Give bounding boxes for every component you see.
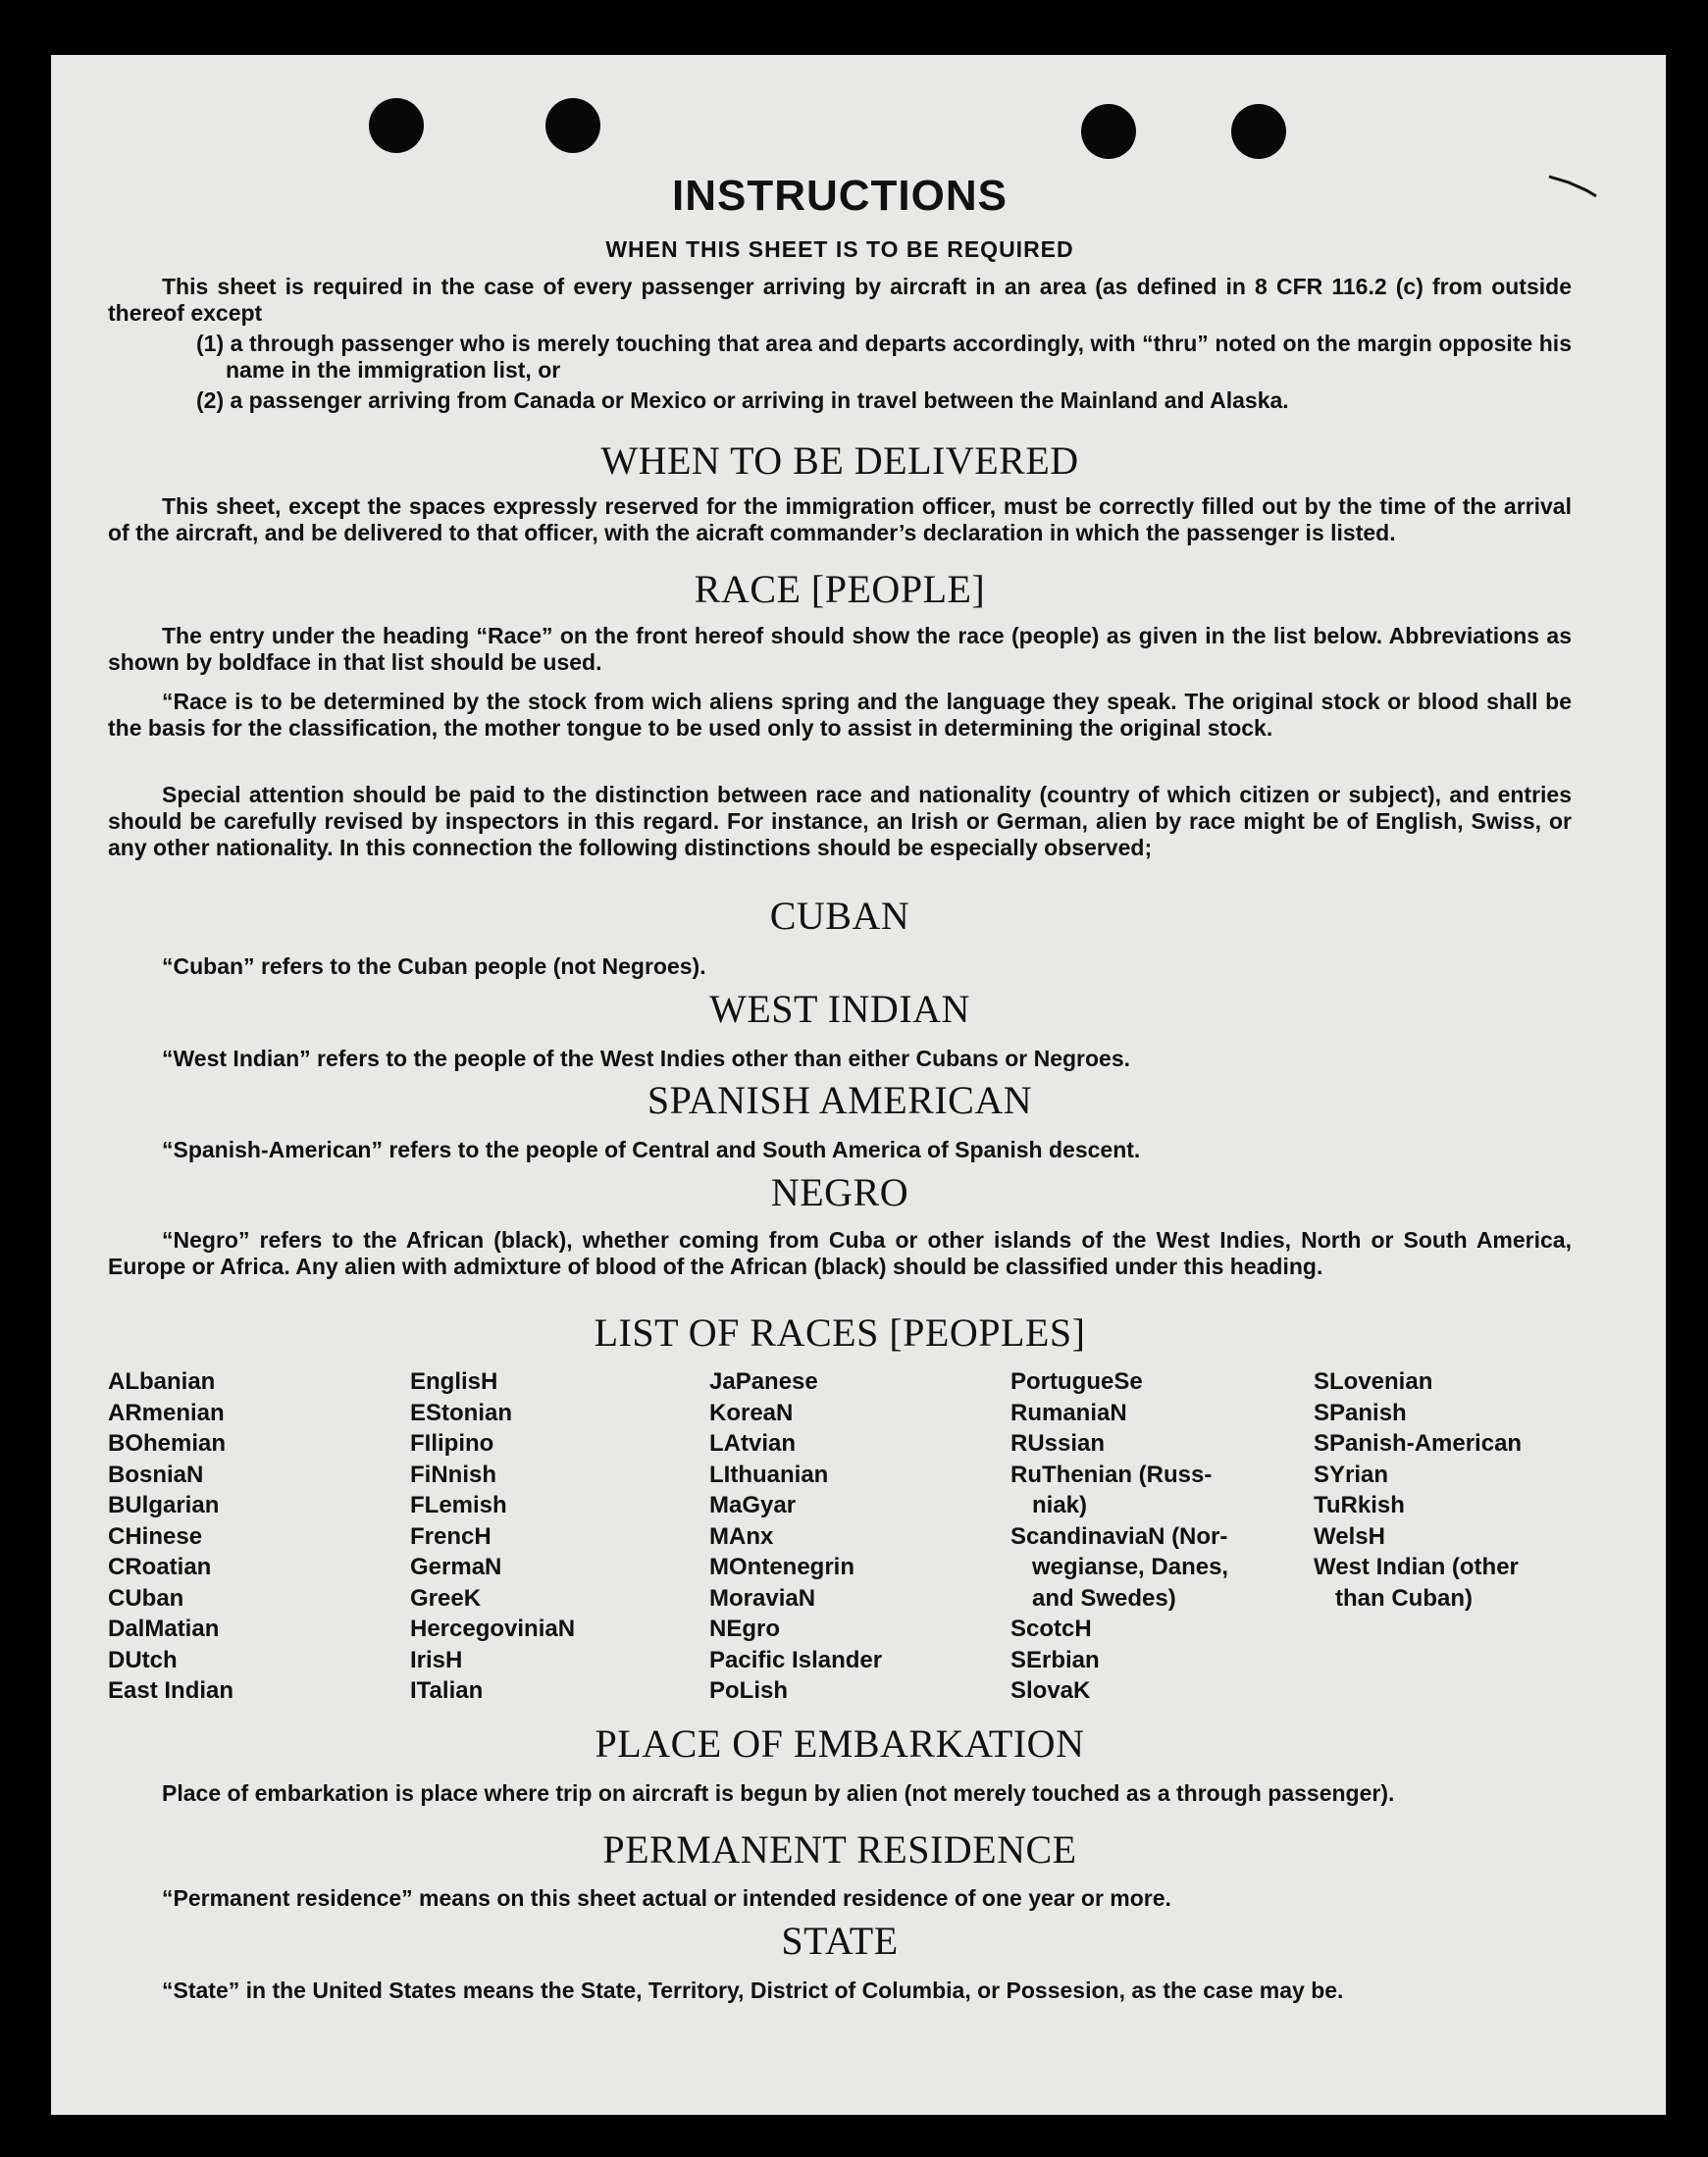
punch-hole	[1081, 104, 1136, 159]
race-entry: DalMatian	[108, 1616, 220, 1642]
race-entry: NEgro	[709, 1616, 780, 1642]
race-entry: JaPanese	[709, 1368, 818, 1395]
race-entry: ITalian	[410, 1677, 484, 1704]
race-entry: MoraviaN	[709, 1584, 816, 1612]
race-entry: West Indian (other	[1314, 1554, 1519, 1580]
race-entry: MOntenegrin	[709, 1554, 854, 1580]
race-entry: SPanish	[1314, 1399, 1407, 1426]
section-heading-west-indian: WEST INDIAN	[709, 987, 970, 1031]
race-entry: PoLish	[709, 1677, 789, 1704]
race-entry: FrencH	[410, 1522, 492, 1550]
races-column-1	[108, 1366, 233, 1707]
section-heading-delivered: WHEN TO BE DELIVERED	[600, 438, 1079, 483]
race-entry: BosniaN	[108, 1461, 204, 1488]
race-entry: GreeK	[410, 1584, 482, 1612]
section-heading-cuban: CUBAN	[769, 894, 910, 938]
required-intro: This sheet is required in the case of every passenger arriving by aircraft in an area (as defined in 8 CFR 116.2 (c) from outside thereof except	[108, 274, 1572, 326]
embarkation-text: Place of embarkation is place where trip on aircraft is begun by alien (not merely touched as a through passenger).	[162, 1780, 1395, 1806]
race-entry: LIthuanian	[709, 1461, 829, 1488]
race-entry: IrisH	[410, 1646, 463, 1673]
races-column-2	[410, 1366, 575, 1707]
state-text: “State” in the United States means the State, Territory, District of Columbia, or Possesion, as the case may be.	[162, 1977, 1344, 2003]
race-entry: CRoatian	[108, 1554, 212, 1580]
west-indian-text: “West Indian” refers to the people of the West Indies other than either Cubans or Negroes.	[162, 1046, 1131, 1071]
race-entry: HercegoviniaN	[410, 1616, 576, 1642]
race-entry: KoreaN	[709, 1399, 794, 1426]
races-table	[108, 1366, 1572, 1710]
race-entry: ScotcH	[1010, 1616, 1092, 1642]
section-heading-state: STATE	[781, 1919, 899, 1963]
race-entry: WelsH	[1314, 1522, 1385, 1550]
spanish-american-text: “Spanish-American” refers to the people of Central and South America of Spanish descent.	[162, 1137, 1141, 1162]
section-heading-list-of-races: LIST OF RACES [PEOPLES]	[594, 1310, 1086, 1355]
race-entry: DUtch	[108, 1646, 178, 1673]
race-entry: PortugueSe	[1010, 1368, 1143, 1395]
document-subtitle: WHEN THIS SHEET IS TO BE REQUIRED	[605, 236, 1074, 262]
race-entry: SErbian	[1010, 1646, 1100, 1673]
section-heading-race: RACE [PEOPLE]	[694, 567, 986, 611]
race-entry: EnglisH	[410, 1368, 498, 1395]
race-entry: SYrian	[1314, 1461, 1389, 1488]
races-column-5	[1314, 1366, 1522, 1614]
race-entry: CHinese	[108, 1522, 203, 1550]
punch-hole	[1231, 104, 1286, 159]
race-entry: ARmenian	[108, 1399, 225, 1426]
race-entry: RUssian	[1010, 1430, 1106, 1457]
race-entry: BOhemian	[108, 1430, 227, 1457]
race-entry: FiNnish	[410, 1461, 496, 1488]
race-entry: GermaN	[410, 1554, 502, 1580]
race-entry: TuRkish	[1314, 1492, 1405, 1518]
race-entry: MaGyar	[709, 1492, 797, 1518]
race-entry: FLemish	[410, 1492, 507, 1518]
race-entry: East Indian	[108, 1677, 234, 1704]
race-entry: FIlipino	[410, 1430, 494, 1457]
section-heading-negro: NEGRO	[770, 1170, 909, 1214]
section-heading-spanish-american: SPANISH AMERICAN	[647, 1078, 1033, 1122]
race-entry: RumaniaN	[1010, 1399, 1127, 1426]
section-heading-embarkation: PLACE OF EMBARKATION	[595, 1721, 1085, 1766]
race-entry: RuThenian (Russ-	[1010, 1461, 1213, 1488]
cuban-text: “Cuban” refers to the Cuban people (not Negroes).	[162, 953, 706, 979]
race-entry: CUban	[108, 1584, 184, 1612]
race-entry: SPanish-American	[1314, 1430, 1523, 1457]
race-paragraph-1: The entry under the heading “Race” on the front hereof should show the race (people) as given in the list below. Abbreviations as shown by boldface in that list should be used.	[108, 623, 1572, 675]
punch-hole	[545, 98, 600, 153]
race-entry: than Cuban)	[1335, 1584, 1473, 1612]
race-entry: ScandinaviaN (Nor-	[1010, 1522, 1228, 1550]
race-entry: wegianse, Danes,	[1032, 1554, 1229, 1580]
race-entry: ALbanian	[108, 1368, 216, 1395]
race-entry: EStonian	[410, 1399, 513, 1426]
required-item-2: (2) a passenger arriving from Canada or Mexico or arriving in travel between the Mainland and Alaska.	[196, 387, 1289, 413]
negro-text: “Negro” refers to the African (black), whether coming from Cuba or other islands of the West Indies, North or South America, Europe or Africa. Any alien with admixture of blood of the African (black) should be classified under this heading.	[108, 1227, 1572, 1279]
races-column-4	[1010, 1366, 1228, 1707]
race-entry: Pacific Islander	[709, 1646, 883, 1673]
race-entry: niak)	[1032, 1492, 1088, 1518]
race-entry: SlovaK	[1010, 1677, 1091, 1704]
section-heading-residence: PERMANENT RESIDENCE	[602, 1827, 1077, 1872]
document-title: INSTRUCTIONS	[672, 172, 1008, 220]
race-entry: MAnx	[709, 1522, 774, 1550]
delivered-text: This sheet, except the spaces expressly reserved for the immigration officer, must be correctly filled out by the time of the arrival of the aircraft, and be delivered to that officer, with the aicraft commander’s declaration in which the passenger is listed.	[108, 493, 1572, 545]
punch-hole	[369, 98, 424, 153]
race-paragraph-2: “Race is to be determined by the stock from wich aliens spring and the language they speak. The original stock or blood shall be the basis for the classification, the mother tongue to be used only to assist in determining the original stock.	[108, 689, 1572, 741]
race-entry: SLovenian	[1314, 1368, 1433, 1395]
race-entry: BUlgarian	[108, 1492, 220, 1518]
required-item-1: (1) a through passenger who is merely touching that area and departs accordingly, with “thru” noted on the margin opposite his name in the immigration list, or	[196, 331, 1572, 383]
race-paragraph-3: Special attention should be paid to the distinction between race and nationality (country of which citizen or subject), and entries should be carefully revised by inspectors in this regard. For instance, an Irish or German, alien by race might be of English, Swiss, or any other nationality. In this connection the following distinctions should be especially observed;	[108, 782, 1572, 860]
race-entry: LAtvian	[709, 1430, 797, 1457]
race-entry: and Swedes)	[1032, 1584, 1176, 1612]
residence-text: “Permanent residence” means on this sheet actual or intended residence of one year or more.	[162, 1885, 1171, 1911]
races-column-3	[709, 1366, 882, 1707]
